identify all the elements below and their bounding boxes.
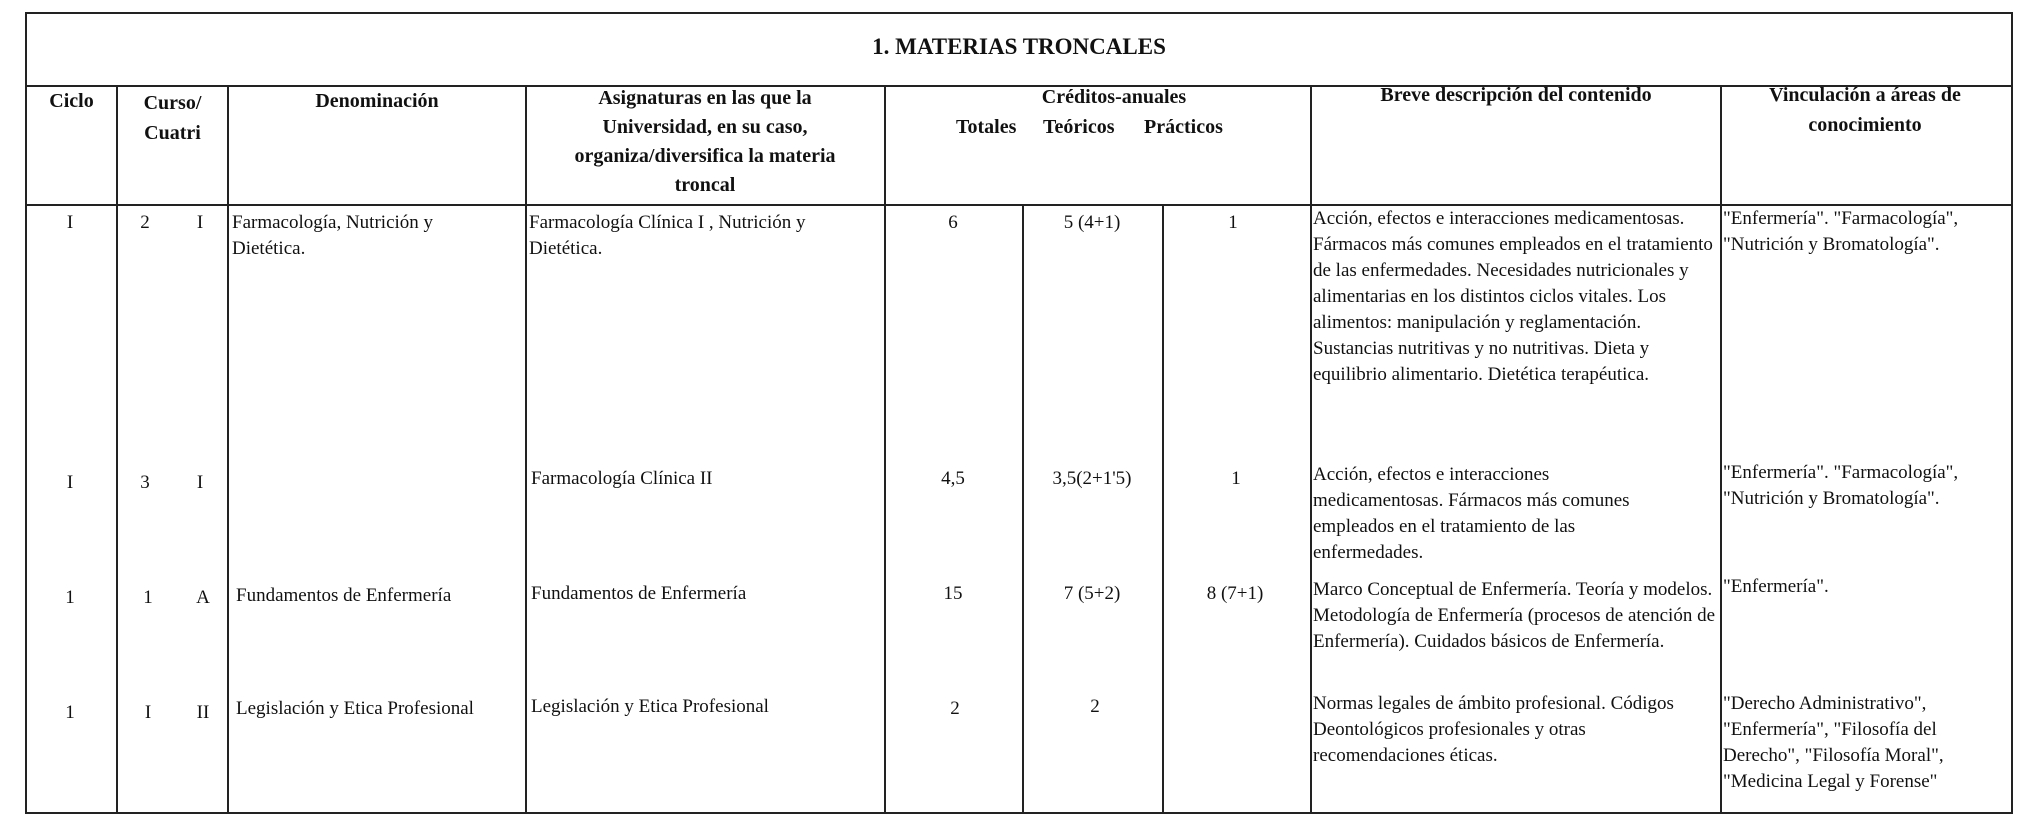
rule-after-denominacion xyxy=(525,85,527,814)
row4-cuatri: II xyxy=(196,702,210,723)
row3-asignaturas: Fundamentos de Enfermería xyxy=(531,583,747,604)
row2-descripcion: Acción, efectos e interacciones medicamentosas. Fármacos más comunes empleados en el tratamiento de las enfermedades. xyxy=(1313,464,1630,563)
row3-cuatri: A xyxy=(196,587,210,608)
header-practicos: Prácticos xyxy=(1144,116,1223,138)
rule-below-header xyxy=(25,204,2013,206)
row4-asignaturas: Legislación y Etica Profesional xyxy=(531,696,769,717)
row1-denominacion: Farmacología, Nutrición y Dietética. xyxy=(232,212,434,259)
row3-totales: 15 xyxy=(943,583,963,604)
header-vinculacion: Vinculación a áreas de conocimiento xyxy=(1769,84,1961,136)
header-asignaturas: Asignaturas en las que la Universidad, en su caso, organiza/diversifica la materia troncal xyxy=(574,87,836,196)
header-teoricos: Teóricos xyxy=(1043,116,1115,138)
row4-denominacion: Legislación y Etica Profesional xyxy=(236,698,474,719)
row2-curso: 3 xyxy=(140,472,150,493)
rule-after-teoricos xyxy=(1162,204,1164,814)
row2-teoricos: 3,5(2+1'5) xyxy=(1052,468,1132,489)
row1-asignaturas: Farmacología Clínica I , Nutrición y Dietética. xyxy=(529,212,806,259)
header-curso: Curso/ Cuatri xyxy=(143,92,202,144)
row2-asignaturas: Farmacología Clínica II xyxy=(531,468,713,489)
row1-practicos: 1 xyxy=(1228,212,1238,233)
rule-after-asignaturas xyxy=(884,85,886,814)
row1-teoricos: 5 (4+1) xyxy=(1063,212,1121,233)
row4-descripcion: Normas legales de ámbito profesional. Códigos Deontológicos profesionales y otras recomendaciones éticas. xyxy=(1313,693,1674,766)
row1-totales: 6 xyxy=(948,212,958,233)
row1-descripcion: Acción, efectos e interacciones medicamentosas. Fármacos más comunes empleados en el tratamiento de las enfermedades. Necesidades nutricionales y alimentarias en los distintos ciclos vitales. Los alimentos: manipulación y reglamentación. Sustancias nutritivas y no nutritivas. Dieta y equilibrio alimentario. Dietética terapéutica. xyxy=(1313,208,1713,385)
row3-teoricos: 7 (5+2) xyxy=(1063,583,1121,604)
rule-after-ciclo xyxy=(116,85,118,814)
row4-vinculacion: "Derecho Administrativo", "Enfermería", "Filosofía del Derecho", "Filosofía Moral", "Medicina Legal y Forense" xyxy=(1723,693,1944,792)
row2-vinculacion: "Enfermería". "Farmacología", "Nutrición y Bromatología". xyxy=(1723,462,1959,509)
table-title: 1. MATERIAS TRONCALES xyxy=(872,34,1166,59)
header-descripcion: Breve descripción del contenido xyxy=(1380,84,1652,106)
row3-descripcion: Marco Conceptual de Enfermería. Teoría y modelos. Metodología de Enfermería (procesos de atención de Enfermería). Cuidados básicos de Enfermería. xyxy=(1313,579,1716,652)
row3-curso: 1 xyxy=(143,587,153,608)
row3-ciclo: 1 xyxy=(65,587,75,608)
row2-ciclo: I xyxy=(66,472,74,493)
rule-after-descripcion xyxy=(1720,85,1722,814)
rule-after-totales xyxy=(1022,204,1024,814)
row4-curso: I xyxy=(144,702,152,723)
row1-cuatri: I xyxy=(196,212,204,233)
rule-after-creditos xyxy=(1310,85,1312,814)
row2-cuatri: I xyxy=(196,472,204,493)
row2-totales: 4,5 xyxy=(941,468,965,489)
header-totales: Totales xyxy=(956,116,1017,138)
row3-vinculacion: "Enfermería". xyxy=(1723,576,1829,597)
row4-teoricos: 2 xyxy=(1090,696,1100,717)
row4-totales: 2 xyxy=(950,698,960,719)
row1-vinculacion: "Enfermería". "Farmacología", "Nutrición y Bromatología". xyxy=(1723,208,1959,255)
header-creditos: Créditos-anuales xyxy=(1041,86,1187,108)
row1-curso: 2 xyxy=(140,212,150,233)
header-denominacion: Denominación xyxy=(315,90,439,112)
rule-after-curso xyxy=(227,85,229,814)
header-ciclo: Ciclo xyxy=(49,90,94,112)
row3-practicos: 8 (7+1) xyxy=(1206,583,1264,604)
row2-practicos: 1 xyxy=(1231,468,1241,489)
row1-ciclo: I xyxy=(66,212,74,233)
row3-denominacion: Fundamentos de Enfermería xyxy=(236,585,452,606)
row4-ciclo: 1 xyxy=(65,702,75,723)
